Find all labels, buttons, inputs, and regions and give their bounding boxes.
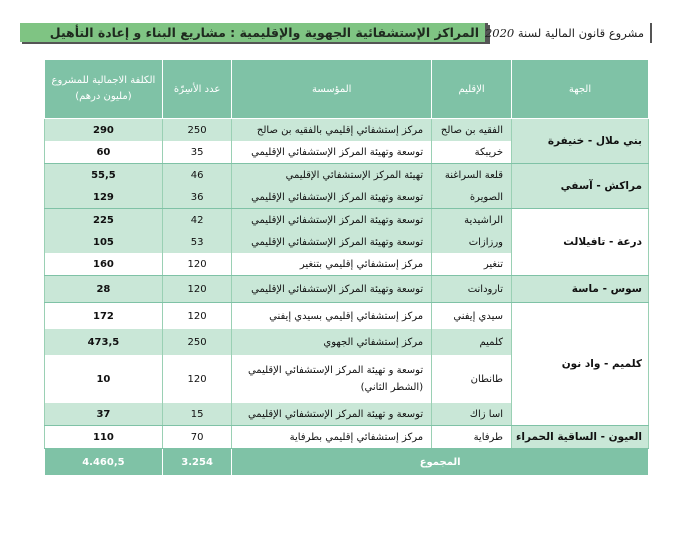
page-header <box>16 20 656 44</box>
province-cell: تنغير <box>432 253 512 276</box>
document-title-year: 2020 <box>484 26 515 40</box>
province-cell: طرفاية <box>432 426 512 449</box>
table-row <box>45 119 649 142</box>
beds-cell: 53 <box>162 231 231 253</box>
table-row <box>45 426 649 449</box>
section-title: المراكز الإستشفائية الجهوية والإقليمية : مشاريع البناء و إعادة التأهيل <box>20 23 488 42</box>
header-cost: الكلفة الاجمالية للمشروع (مليون درهم) <box>45 60 163 119</box>
province-cell: الراشيدية <box>432 209 512 232</box>
total-beds: 3.254 <box>162 449 231 476</box>
cost-cell: 129 <box>45 186 163 209</box>
table-row <box>45 303 649 330</box>
projects-table <box>44 59 649 476</box>
document-title-prefix: مشروع قانون المالية لسنة <box>517 26 644 40</box>
institution-cell: مركز إستشفائي إقليمي بالفقيه بن صالح <box>232 119 432 142</box>
beds-cell: 120 <box>162 253 231 276</box>
cost-cell: 60 <box>45 141 163 164</box>
province-cell: اسا زاك <box>432 403 512 426</box>
institution-cell: مركز إستشفائي إقليمي بطرفاية <box>232 426 432 449</box>
document-title <box>485 23 652 43</box>
cost-cell: 55,5 <box>45 164 163 187</box>
cost-cell: 37 <box>45 403 163 426</box>
province-cell: الفقيه بن صالح <box>432 119 512 142</box>
total-row <box>45 449 649 476</box>
province-cell: سيدي إيفني <box>432 303 512 330</box>
region-cell: العيون - الساقية الحمراء <box>512 426 649 449</box>
region-cell: مراكش - آسفي <box>512 164 649 209</box>
institution-cell: توسعة وتهيئة المركز الإستشفائي الإقليمي <box>232 186 432 209</box>
institution-cell: مركز إستشفائي الجهوي <box>232 329 432 355</box>
header-institution: المؤسسة <box>232 60 432 119</box>
beds-cell: 120 <box>162 303 231 330</box>
beds-cell: 120 <box>162 276 231 303</box>
cost-cell: 28 <box>45 276 163 303</box>
region-cell: سوس - ماسة <box>512 276 649 303</box>
total-cost: 4.460,5 <box>45 449 163 476</box>
institution-cell: توسعة وتهيئة المركز الإستشفائي الإقليمي <box>232 209 432 232</box>
cost-cell: 290 <box>45 119 163 142</box>
province-cell: تارودانت <box>432 276 512 303</box>
beds-cell: 36 <box>162 186 231 209</box>
cost-cell: 160 <box>45 253 163 276</box>
beds-cell: 42 <box>162 209 231 232</box>
header-beds: عدد الأسِرّة <box>162 60 231 119</box>
province-cell: خريبكة <box>432 141 512 164</box>
table-row <box>45 209 649 232</box>
province-cell: قلعة السراغنة <box>432 164 512 187</box>
province-cell: طانطان <box>432 355 512 403</box>
cost-cell: 172 <box>45 303 163 330</box>
cost-cell: 10 <box>45 355 163 403</box>
header-province: الإقليم <box>432 60 512 119</box>
beds-cell: 70 <box>162 426 231 449</box>
beds-cell: 250 <box>162 119 231 142</box>
table-header-row <box>45 60 649 119</box>
institution-cell: توسعة وتهيئة المركز الإستشفائي الإقليمي <box>232 141 432 164</box>
header-region: الجهة <box>512 60 649 119</box>
cost-cell: 110 <box>45 426 163 449</box>
region-cell: كلميم - واد نون <box>512 303 649 426</box>
beds-cell: 15 <box>162 403 231 426</box>
institution-cell: مركز إستشفائي إقليمي بتنغير <box>232 253 432 276</box>
beds-cell: 250 <box>162 329 231 355</box>
table-row <box>45 164 649 187</box>
cost-cell: 473,5 <box>45 329 163 355</box>
beds-cell: 46 <box>162 164 231 187</box>
province-cell: الصويرة <box>432 186 512 209</box>
institution-cell: توسعة وتهيئة المركز الإستشفائي الإقليمي <box>232 276 432 303</box>
institution-cell: تهيئة المركز الإستشفائي الإقليمي <box>232 164 432 187</box>
region-cell: بني ملال - خنيفرة <box>512 119 649 164</box>
province-cell: كلميم <box>432 329 512 355</box>
institution-cell: توسعة و تهيئة المركز الإستشفائي الإقليمي <box>232 403 432 426</box>
institution-cell: توسعة و تهيئة المركز الإستشفائي الإقليمي (الشطر الثاني) <box>232 355 432 403</box>
beds-cell: 120 <box>162 355 231 403</box>
table-row <box>45 276 649 303</box>
cost-cell: 225 <box>45 209 163 232</box>
total-label: المجموع <box>232 449 649 476</box>
institution-cell: مركز إستشفائي إقليمي بسيدي إيفني <box>232 303 432 330</box>
region-cell: درعة - تافيلالت <box>512 209 649 276</box>
province-cell: ورزازات <box>432 231 512 253</box>
cost-cell: 105 <box>45 231 163 253</box>
beds-cell: 35 <box>162 141 231 164</box>
institution-cell: توسعة وتهيئة المركز الإستشفائي الإقليمي <box>232 231 432 253</box>
